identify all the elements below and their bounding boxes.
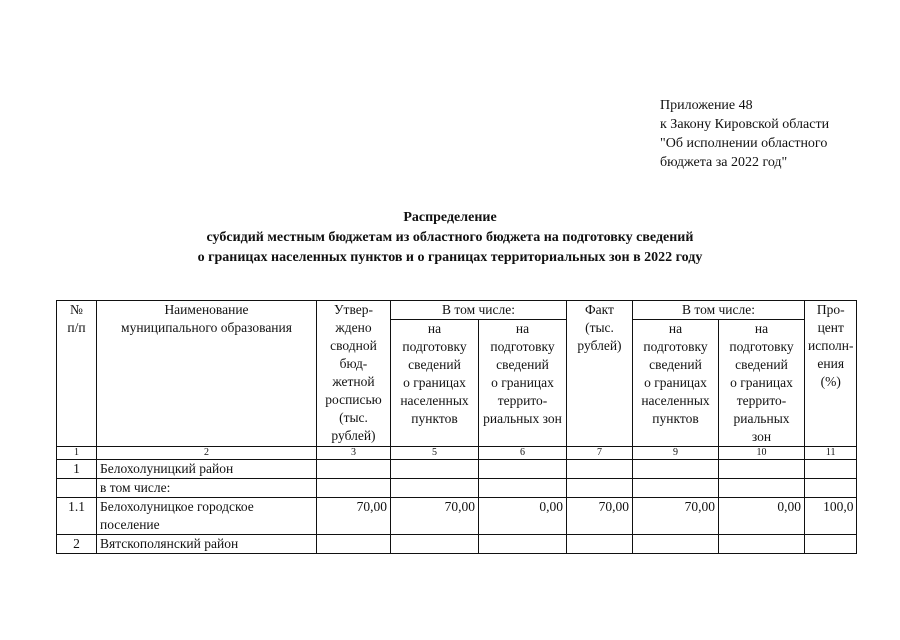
row-fact (567, 479, 633, 498)
header-text: сведений (496, 357, 549, 372)
header-text: террито- (497, 393, 548, 408)
header-text: на (754, 321, 769, 336)
column-number: 7 (567, 447, 633, 460)
title-line: субсидий местным бюджетам из областного бюджета на подготовку сведений (206, 230, 694, 245)
appendix-line: Приложение 48 (660, 98, 753, 113)
column-number-row (57, 447, 857, 460)
row-approved: 70,00 (317, 498, 391, 535)
header-text: (тыс. (339, 410, 368, 425)
header-settlements (391, 320, 479, 447)
header-text: № (70, 302, 83, 317)
row-settlements: 70,00 (391, 498, 479, 535)
header-text: террито- (736, 393, 787, 408)
header-text: рублей) (577, 338, 622, 353)
header-text: населенных (641, 393, 710, 408)
header-including-fact: В том числе: (633, 301, 805, 320)
row-settlements (391, 535, 479, 554)
column-number: 11 (805, 447, 857, 460)
header-text: на (427, 321, 442, 336)
header-text: о границах (644, 375, 707, 390)
header-text: подготовку (643, 339, 708, 354)
header-text: подготовку (729, 339, 794, 354)
header-zones-fact (719, 320, 805, 447)
row-settlements-fact (633, 479, 719, 498)
header-text: риальных зон (483, 411, 562, 426)
header-text: сведений (408, 357, 461, 372)
header-settlements-fact (633, 320, 719, 447)
document-title (130, 208, 770, 268)
row-zones-fact (719, 479, 805, 498)
row-zones: 0,00 (479, 498, 567, 535)
row-fact (567, 460, 633, 479)
row-name: Белохолуницкий район (97, 460, 317, 479)
header-text: населенных (400, 393, 469, 408)
row-name: Белохолуницкое городское поселение (97, 498, 317, 535)
table-row (57, 479, 857, 498)
row-num: 1 (57, 460, 97, 479)
header-name (97, 301, 317, 447)
header-text: пунктов (652, 411, 699, 426)
row-zones (479, 460, 567, 479)
header-text: Наименование (164, 302, 249, 317)
column-number: 6 (479, 447, 567, 460)
appendix-header (660, 96, 890, 172)
row-settlements-fact (633, 535, 719, 554)
appendix-line: бюджета за 2022 год" (660, 155, 788, 170)
header-text: (%) (820, 374, 841, 389)
header-text: подготовку (490, 339, 555, 354)
row-settlements-fact (633, 460, 719, 479)
row-percent: 100,0 (805, 498, 857, 535)
header-text: на (668, 321, 683, 336)
row-num: 2 (57, 535, 97, 554)
header-text: цент (817, 320, 844, 335)
header-text: жетной (332, 374, 375, 389)
column-number: 2 (97, 447, 317, 460)
header-text: сведений (649, 357, 702, 372)
row-approved (317, 479, 391, 498)
row-zones-fact (719, 535, 805, 554)
header-including-planned: В том числе: (391, 301, 567, 320)
row-fact (567, 535, 633, 554)
table-row (57, 460, 857, 479)
header-text: Факт (585, 302, 614, 317)
header-text: о границах (730, 375, 793, 390)
header-percent (805, 301, 857, 447)
header-text: Про- (816, 302, 845, 317)
row-fact: 70,00 (567, 498, 633, 535)
row-approved (317, 460, 391, 479)
row-percent (805, 460, 857, 479)
row-approved (317, 535, 391, 554)
column-number: 5 (391, 447, 479, 460)
header-text: о границах (491, 375, 554, 390)
header-row (57, 301, 857, 320)
header-text: бюд- (339, 356, 368, 371)
header-num (57, 301, 97, 447)
header-text: муниципального образования (121, 320, 292, 335)
appendix-line: к Закону Кировской области (660, 117, 830, 132)
header-text: зон (751, 429, 772, 444)
title-line: Распределение (403, 210, 497, 225)
row-settlements (391, 479, 479, 498)
header-text: на (515, 321, 530, 336)
header-fact (567, 301, 633, 447)
table-row (57, 535, 857, 554)
header-text: о границах (403, 375, 466, 390)
row-zones-fact: 0,00 (719, 498, 805, 535)
row-percent (805, 535, 857, 554)
header-text: риальных (733, 411, 790, 426)
header-text: подготовку (402, 339, 467, 354)
header-text: исполн- (808, 338, 854, 353)
row-percent (805, 479, 857, 498)
table-row (57, 498, 857, 535)
row-zones-fact (719, 460, 805, 479)
header-text: ждено (335, 320, 372, 335)
row-name: Вятскополянский район (97, 535, 317, 554)
header-text: п/п (67, 320, 86, 335)
appendix-line: "Об исполнении областного (660, 136, 828, 151)
row-num (57, 479, 97, 498)
header-text: рублей) (331, 428, 376, 443)
row-settlements (391, 460, 479, 479)
row-num: 1.1 (57, 498, 97, 535)
column-number: 10 (719, 447, 805, 460)
header-text: сведений (735, 357, 788, 372)
column-number: 9 (633, 447, 719, 460)
subsidy-table (56, 300, 857, 554)
row-settlements-fact: 70,00 (633, 498, 719, 535)
header-text: (тыс. (585, 320, 614, 335)
title-line: о границах населенных пунктов и о границах территориальных зон в 2022 году (197, 250, 703, 265)
column-number: 1 (57, 447, 97, 460)
header-text: росписью (325, 392, 382, 407)
header-text: ения (817, 356, 845, 371)
header-text: сводной (330, 338, 377, 353)
header-text: пунктов (411, 411, 458, 426)
header-text: Утвер- (334, 302, 373, 317)
header-zones (479, 320, 567, 447)
row-zones (479, 479, 567, 498)
column-number: 3 (317, 447, 391, 460)
row-zones (479, 535, 567, 554)
header-approved (317, 301, 391, 447)
row-name: в том числе: (97, 479, 317, 498)
